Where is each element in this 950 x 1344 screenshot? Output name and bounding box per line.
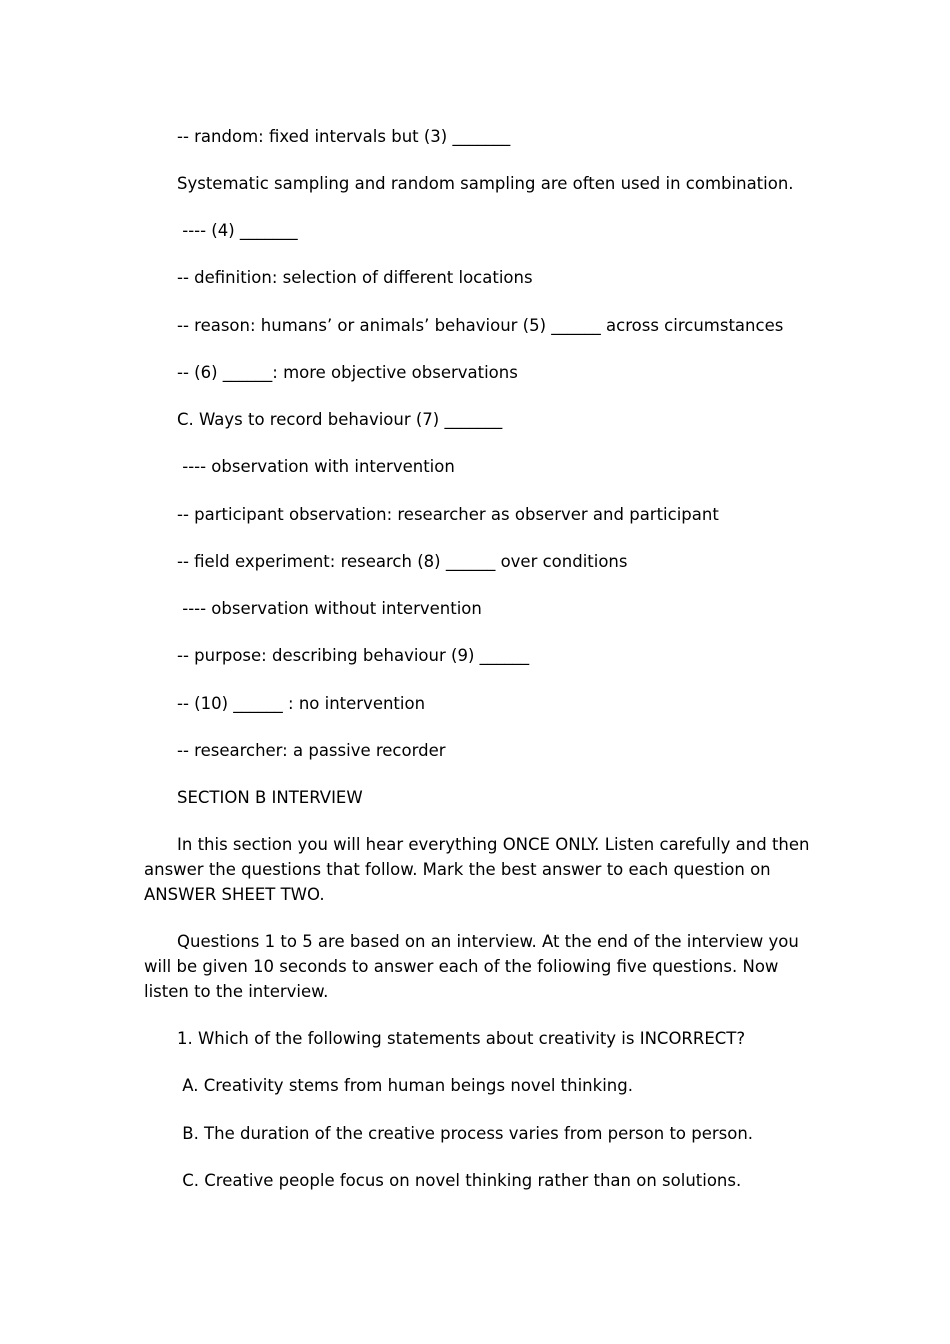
- outline-line: -- field experiment: research (8) ______ over conditions: [177, 552, 628, 571]
- outline-line: Systematic sampling and random sampling are often used in combination.: [177, 174, 794, 193]
- section-heading: SECTION B INTERVIEW: [177, 788, 363, 807]
- outline-line: -- (6) ______: more objective observations: [177, 363, 518, 382]
- answer-option-b: B. The duration of the creative process varies from person to person.: [177, 1124, 754, 1143]
- outline-line: -- purpose: describing behaviour (9) ______: [177, 646, 530, 665]
- outline-line: ---- observation with intervention: [177, 457, 455, 476]
- outline-line: -- reason: humans’ or animals’ behaviour (5) ______ across circumstances: [177, 316, 784, 335]
- outline-line: ---- (4) _______: [177, 221, 298, 240]
- outline-line: -- researcher: a passive recorder: [177, 741, 446, 760]
- outline-line: -- definition: selection of different locations: [177, 268, 533, 287]
- question-text: 1. Which of the following statements about creativity is INCORRECT?: [177, 1029, 746, 1048]
- answer-option-c: C. Creative people focus on novel thinking rather than on solutions.: [177, 1171, 742, 1190]
- outline-line: ---- observation without intervention: [177, 599, 482, 618]
- outline-line: -- (10) ______ : no intervention: [177, 694, 426, 713]
- instructions-paragraph: In this section you will hear everything ONCE ONLY. Listen carefully and then answer the questions that follow. Mark the best answer to each question on ANSWER SHEET TWO.: [144, 835, 810, 904]
- questions-intro-paragraph: Questions 1 to 5 are based on an interview. At the end of the interview you will be given 10 seconds to answer each of the foliowing five questions. Now listen to the interview.: [144, 932, 799, 1001]
- outline-line: -- participant observation: researcher as observer and participant: [177, 505, 719, 524]
- answer-option-a: A. Creativity stems from human beings novel thinking.: [177, 1076, 633, 1095]
- outline-line: C. Ways to record behaviour (7) _______: [177, 410, 503, 429]
- outline-line: -- random: fixed intervals but (3) _______: [177, 127, 511, 146]
